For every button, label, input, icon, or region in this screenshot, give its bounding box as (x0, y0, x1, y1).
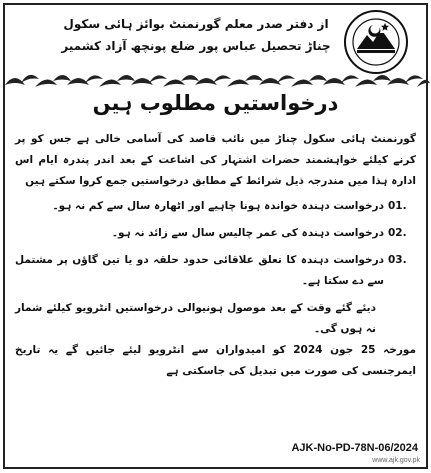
condition-text: درخواست دہندہ کی عمر چالیس سال سے زائد نہ ہو۔ (111, 227, 384, 239)
condition-item (15, 250, 416, 292)
condition-number: 03. (388, 254, 407, 266)
decorative-leaf-border (5, 67, 430, 93)
ad-body (15, 129, 416, 382)
note-paragraph: دیئے گئے وقت کے بعد موصول ہونیوالی درخواستیں انٹرویو کیلئے شمار نہ ہوں گی۔ (15, 302, 376, 335)
title-area (5, 91, 426, 115)
condition-text: درخواست دہندہ کا تعلق علاقائی حدود حلقہ دو یا تین گاؤں پر مشتمل سے دے سکتا ہے۔ (15, 254, 384, 287)
condition-text: درخواست دہندہ خواندہ ہونا چاہیے اور اٹھارہ سال سے کم نہ ہو۔ (52, 200, 384, 212)
ajk-government-logo (343, 9, 409, 75)
ad-header (5, 5, 426, 75)
intro-paragraph: گورنمنٹ ہائی سکول چناڑ میں نائب قاصد کی آسامی خالی ہے جس کو پر کرنے کیلئے خواہشمند حضرات اشتہار کی اشاعت کے بعد اندر پندرہ ایام اس ادارہ ہذا میں مندرجہ ذیل شرائط کے مطابق درخواستیں جمع کروا سکتے ہیں (15, 133, 416, 187)
ad-title: درخواستیں مطلوب ہیں (92, 91, 339, 115)
job-advertisement (3, 3, 428, 469)
condition-item (15, 223, 416, 244)
interview-paragraph: مورخہ 25 جون 2024 کو امیدواران سے انٹرویو لیئے جائیں گے یہ تاریخ ایمرجنسی کی صورت میں تبدیل کی جاسکتی ہے (15, 344, 416, 377)
header-text (46, 13, 346, 57)
condition-number: 01. (388, 200, 407, 212)
header-line-1: از دفتر صدر معلم گورنمنٹ بوائز ہائی سکول (63, 17, 329, 31)
website-watermark: www.ajk.gov.pk (372, 457, 420, 464)
condition-number: 02. (388, 227, 407, 239)
header-line-2: چناڑ تحصیل عباس پور ضلع پونچھ آزاد کشمیر (61, 39, 331, 53)
reference-number: AJK-No-PD-78N-06/2024 (291, 442, 418, 454)
condition-item (15, 196, 416, 217)
